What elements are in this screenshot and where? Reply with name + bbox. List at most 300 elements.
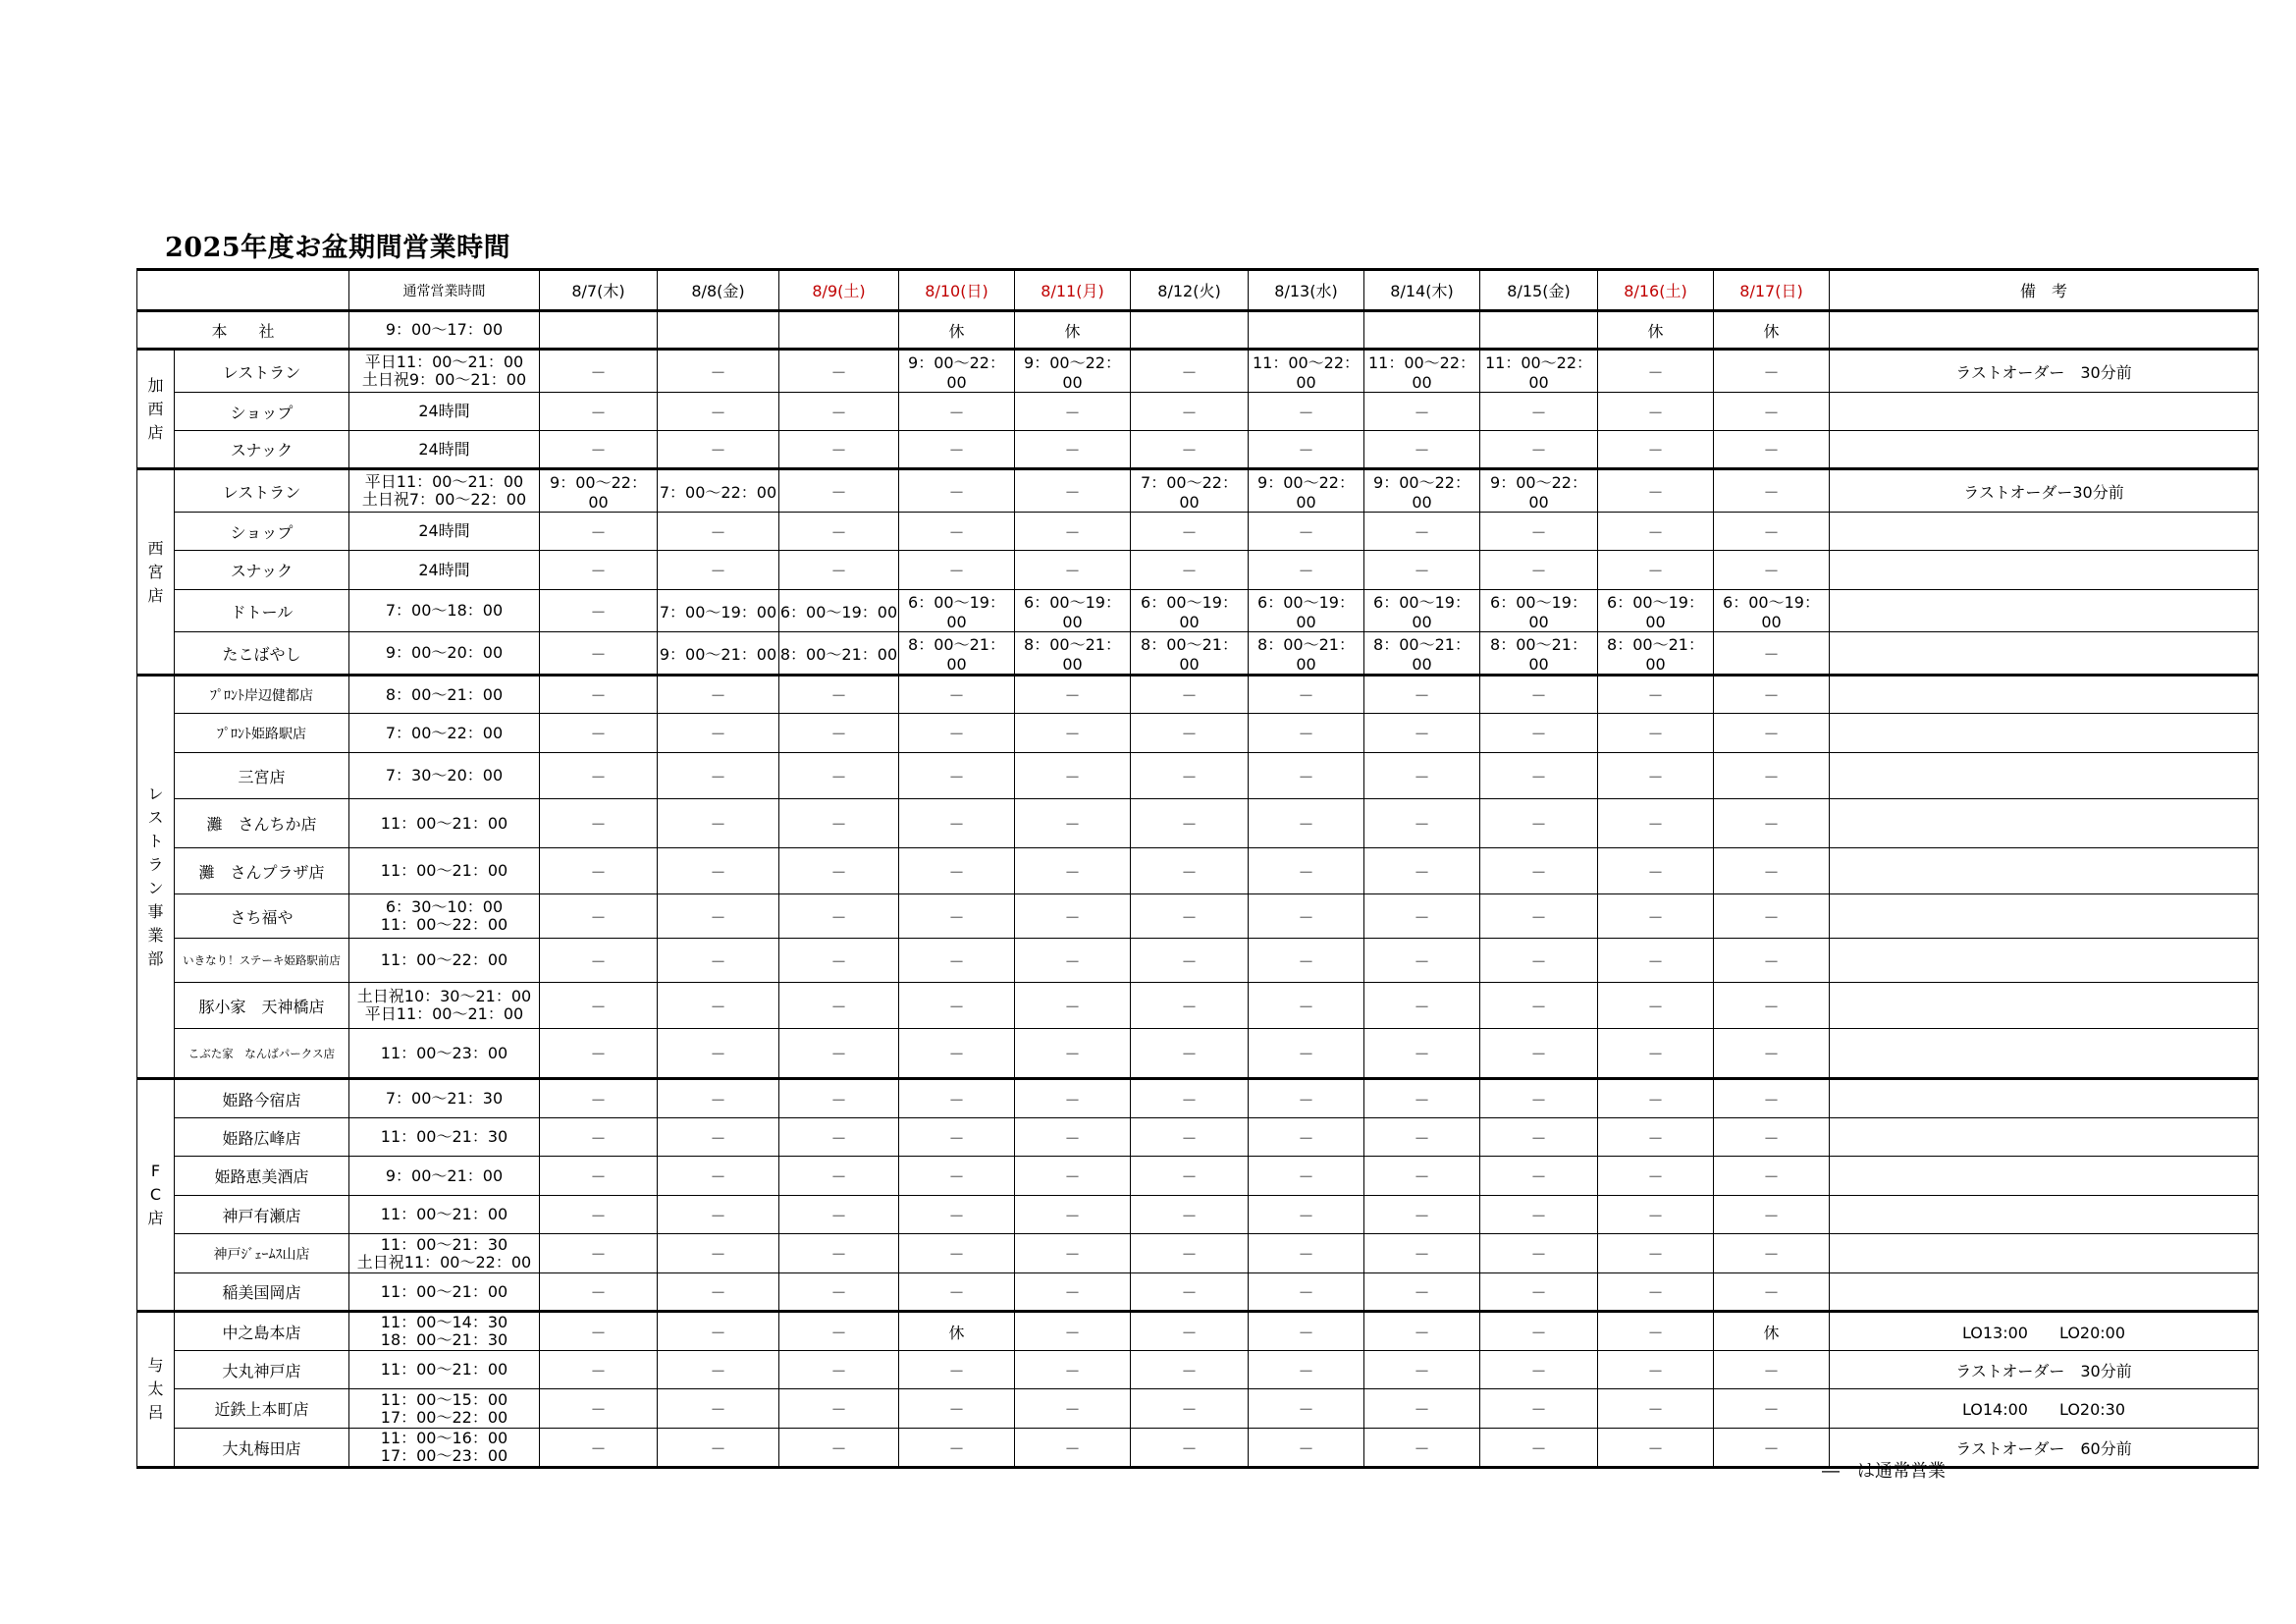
std-hours-line: 24時間 (418, 521, 470, 540)
schedule-cell: － (1480, 753, 1598, 799)
schedule-cell: － (1598, 393, 1714, 431)
schedule-cell: － (1364, 1157, 1480, 1196)
schedule-cell: － (899, 469, 1015, 513)
schedule-cell: － (1015, 676, 1131, 714)
schedule-cell: 8：00～21：00 (1364, 632, 1480, 676)
remark (1830, 632, 2259, 676)
schedule-cell: － (1480, 551, 1598, 590)
schedule-cell: － (1480, 848, 1598, 894)
schedule-cell: － (1364, 1429, 1480, 1468)
table-row (137, 1079, 2259, 1118)
header-date: 8/7(木) (540, 270, 658, 311)
table-row (137, 1029, 2259, 1079)
header-date: 8/8(金) (658, 270, 779, 311)
schedule-cell: － (1480, 1234, 1598, 1273)
schedule-cell: － (658, 1029, 779, 1079)
schedule-cell: － (1131, 939, 1249, 983)
schedule-cell: － (1364, 1273, 1480, 1312)
group-label-text: 加西店 (147, 375, 164, 442)
schedule-cell: － (1714, 1389, 1830, 1429)
group-label (137, 469, 175, 676)
std-hours (349, 676, 540, 714)
std-hours (349, 1273, 540, 1312)
schedule-cell: － (540, 1029, 658, 1079)
std-hours-line: 17：00～22：00 (380, 1407, 508, 1427)
schedule-cell: － (1015, 983, 1131, 1029)
remark (1830, 590, 2259, 632)
schedule-cell: － (1714, 551, 1830, 590)
std-hours (349, 431, 540, 469)
remark: ラストオーダー 30分前 (1830, 350, 2259, 393)
remark (1830, 393, 2259, 431)
schedule-cell: － (1131, 551, 1249, 590)
schedule-cell: － (1015, 469, 1131, 513)
schedule-cell: － (540, 1429, 658, 1468)
schedule-cell: － (1131, 1029, 1249, 1079)
schedule-cell: 8：00～21：00 (779, 632, 899, 676)
schedule-cell: － (779, 799, 899, 848)
schedule-cell: － (540, 1234, 658, 1273)
table-row (137, 311, 2259, 350)
schedule-cell: － (899, 848, 1015, 894)
schedule-cell: － (1598, 848, 1714, 894)
schedule-cell: － (540, 393, 658, 431)
schedule-cell: － (1249, 1273, 1364, 1312)
std-hours-line: 8：00～21：00 (385, 684, 504, 704)
schedule-cell (658, 311, 779, 350)
schedule-cell: － (1364, 1312, 1480, 1351)
remark (1830, 1029, 2259, 1079)
store-name: いきなり！ステーキ姫路駅前店 (175, 939, 349, 983)
store-name: 大丸神戸店 (175, 1351, 349, 1389)
std-hours (349, 848, 540, 894)
std-hours-line: 11：00～21：30 (380, 1127, 508, 1146)
schedule-cell: － (1131, 753, 1249, 799)
std-hours-line: 9：00～21：00 (385, 1165, 504, 1185)
schedule-cell: － (1598, 983, 1714, 1029)
std-hours-line: 7：30～20：00 (385, 766, 504, 785)
schedule-cell: － (1714, 714, 1830, 753)
header-date: 8/10(日) (899, 270, 1015, 311)
schedule-cell: － (1480, 1079, 1598, 1118)
store-name: 姫路恵美酒店 (175, 1157, 349, 1196)
schedule-cell: － (658, 1196, 779, 1234)
schedule-cell: 休 (899, 311, 1015, 350)
table-row (137, 350, 2259, 393)
schedule-cell: － (1015, 551, 1131, 590)
schedule-cell: － (658, 1312, 779, 1351)
store-name: ドトール (175, 590, 349, 632)
schedule-cell: － (1598, 1079, 1714, 1118)
schedule-cell: － (1131, 393, 1249, 431)
remark (1830, 983, 2259, 1029)
schedule-cell: － (1249, 1029, 1364, 1079)
schedule-cell: － (1480, 676, 1598, 714)
schedule-cell: － (779, 939, 899, 983)
remark (1830, 676, 2259, 714)
schedule-cell (779, 311, 899, 350)
schedule-cell: － (1364, 1029, 1480, 1079)
std-hours-line: 11：00～21：00 (380, 813, 508, 833)
schedule-cell: － (779, 1196, 899, 1234)
schedule-cell: － (1714, 350, 1830, 393)
schedule-cell: － (540, 983, 658, 1029)
schedule-cell: 7：00～19：00 (658, 590, 779, 632)
table-row (137, 551, 2259, 590)
schedule-cell: － (899, 1351, 1015, 1389)
schedule-cell: － (779, 469, 899, 513)
std-hours (349, 1234, 540, 1273)
schedule-cell: － (779, 714, 899, 753)
schedule-cell: － (779, 1429, 899, 1468)
schedule-cell: － (899, 1234, 1015, 1273)
store-name: たこばやし (175, 632, 349, 676)
remark: LO13:00 LO20:00 (1830, 1312, 2259, 1351)
std-hours (349, 1389, 540, 1429)
schedule-cell: 8：00～21：00 (1131, 632, 1249, 676)
std-hours (349, 1118, 540, 1157)
store-name: ﾌﾟﾛﾝﾄ姫路駅店 (175, 714, 349, 753)
store-name: 中之島本店 (175, 1312, 349, 1351)
schedule-cell: － (1249, 1429, 1364, 1468)
schedule-cell: － (1480, 1029, 1598, 1079)
std-hours-line: 平日11：00～21：00 (364, 352, 524, 371)
schedule-cell: － (1598, 1273, 1714, 1312)
remark: ラストオーダー 60分前 (1830, 1429, 2259, 1468)
schedule-cell: － (1249, 1351, 1364, 1389)
store-name: 近鉄上本町店 (175, 1389, 349, 1429)
std-hours-line: 土日祝11：00～22：00 (356, 1252, 532, 1272)
schedule-cell: － (1131, 1157, 1249, 1196)
header-blank (137, 270, 349, 311)
schedule-cell: － (779, 393, 899, 431)
schedule-cell: － (899, 1429, 1015, 1468)
schedule-cell: － (899, 1079, 1015, 1118)
schedule-cell: － (1598, 1157, 1714, 1196)
schedule-cell (1249, 311, 1364, 350)
schedule-cell: － (658, 1429, 779, 1468)
schedule-cell: － (540, 799, 658, 848)
remark (1830, 848, 2259, 894)
std-hours-line: 7：00～21：30 (385, 1089, 504, 1108)
remark (1830, 551, 2259, 590)
schedule-cell: － (1364, 799, 1480, 848)
store-name: 姫路広峰店 (175, 1118, 349, 1157)
schedule-cell: － (1249, 983, 1364, 1029)
schedule-cell: － (899, 676, 1015, 714)
schedule-cell: － (779, 1157, 899, 1196)
schedule-cell: － (1714, 1157, 1830, 1196)
schedule-cell: － (658, 1118, 779, 1157)
schedule-cell: 8：00～21：00 (1598, 632, 1714, 676)
schedule-cell: － (1714, 1118, 1830, 1157)
schedule-cell: － (899, 513, 1015, 551)
schedule-cell: － (899, 714, 1015, 753)
table-row (137, 431, 2259, 469)
schedule-cell: － (1249, 1312, 1364, 1351)
schedule-cell: － (540, 431, 658, 469)
table-row (137, 469, 2259, 513)
std-hours-line: 土日祝9：00～21：00 (361, 370, 527, 389)
schedule-cell: 休 (1598, 311, 1714, 350)
schedule-cell: － (1015, 1234, 1131, 1273)
schedule-cell: － (1249, 848, 1364, 894)
schedule-cell: 7：00～22：00 (658, 469, 779, 513)
remark (1830, 714, 2259, 753)
schedule-cell: － (779, 848, 899, 894)
schedule-cell: － (1598, 714, 1714, 753)
schedule-cell: － (1714, 1273, 1830, 1312)
table-row (137, 848, 2259, 894)
schedule-cell: － (1015, 1389, 1131, 1429)
schedule-cell: 9：00～21：00 (658, 632, 779, 676)
store-name: スナック (175, 551, 349, 590)
remark (1830, 1157, 2259, 1196)
schedule-cell: － (1480, 714, 1598, 753)
header-date: 8/17(日) (1714, 270, 1830, 311)
group-label (137, 350, 175, 469)
std-hours: 9：00～17：00 (349, 311, 540, 350)
schedule-cell: － (540, 350, 658, 393)
schedule-cell: － (899, 1157, 1015, 1196)
schedule-cell: － (1364, 1234, 1480, 1273)
table-row (137, 513, 2259, 551)
schedule-cell: － (1714, 799, 1830, 848)
schedule-cell: － (540, 513, 658, 551)
schedule-cell: － (899, 431, 1015, 469)
schedule-cell: － (779, 753, 899, 799)
schedule-cell: － (1598, 551, 1714, 590)
schedule-cell: － (1131, 1429, 1249, 1468)
schedule-cell: 8：00～21：00 (1249, 632, 1364, 676)
schedule-cell: － (1015, 513, 1131, 551)
header-date: 8/9(土) (779, 270, 899, 311)
remark (1830, 1234, 2259, 1273)
std-hours-line: 11：00～21：00 (380, 1360, 508, 1379)
schedule-cell: － (540, 848, 658, 894)
table-row (137, 939, 2259, 983)
remark (1830, 799, 2259, 848)
schedule-cell: － (779, 350, 899, 393)
schedule-cell: － (658, 753, 779, 799)
schedule-cell: － (899, 939, 1015, 983)
remark (1830, 1118, 2259, 1157)
remark (1830, 1273, 2259, 1312)
schedule-cell: － (1480, 1118, 1598, 1157)
std-hours-line: 7：00～22：00 (385, 723, 504, 742)
schedule-cell: － (1598, 939, 1714, 983)
remark: LO14:00 LO20:30 (1830, 1389, 2259, 1429)
schedule-cell: － (540, 1079, 658, 1118)
table-row (137, 1234, 2259, 1273)
store-name: 神戸ｼﾞｪｰﾑｽ山店 (175, 1234, 349, 1273)
group-label-text: 西宮店 (147, 538, 164, 605)
schedule-cell: － (1131, 799, 1249, 848)
remark (1830, 1079, 2259, 1118)
schedule-cell: － (1714, 983, 1830, 1029)
schedule-cell: － (1480, 1351, 1598, 1389)
schedule-cell: － (1714, 1196, 1830, 1234)
std-hours-line: 11：00～21：00 (380, 1281, 508, 1301)
schedule-cell: － (1249, 894, 1364, 939)
schedule-cell: － (1714, 1029, 1830, 1079)
schedule-cell: － (1364, 714, 1480, 753)
schedule-cell: － (899, 1029, 1015, 1079)
schedule-cell: － (1131, 431, 1249, 469)
std-hours (349, 1429, 540, 1468)
table-row (137, 714, 2259, 753)
schedule-cell: － (540, 1312, 658, 1351)
schedule-cell: － (1131, 848, 1249, 894)
store-name: スナック (175, 431, 349, 469)
schedule-cell: － (779, 431, 899, 469)
schedule-cell: － (658, 393, 779, 431)
schedule-cell: 9：00～22：00 (1364, 469, 1480, 513)
table-row (137, 799, 2259, 848)
schedule-cell: － (658, 799, 779, 848)
remark (1830, 311, 2259, 350)
store-name: 神戸有瀬店 (175, 1196, 349, 1234)
schedule-cell: － (1249, 714, 1364, 753)
schedule-cell: － (1364, 1351, 1480, 1389)
std-hours (349, 1351, 540, 1389)
schedule-cell: － (1714, 513, 1830, 551)
table-row (137, 676, 2259, 714)
header-date: 8/11(月) (1015, 270, 1131, 311)
std-hours-line: 18：00～21：30 (380, 1330, 508, 1349)
table-row (137, 632, 2259, 676)
schedule-cell: － (1249, 551, 1364, 590)
schedule-cell (1480, 311, 1598, 350)
schedule-cell: － (540, 714, 658, 753)
schedule-cell: － (1249, 753, 1364, 799)
schedule-cell: － (658, 714, 779, 753)
page-title: 2025年度お盆期間営業時間 (165, 233, 511, 263)
schedule-cell: － (1480, 983, 1598, 1029)
store-name: 本 社 (137, 311, 349, 350)
schedule-cell: 6：00～19：00 (1131, 590, 1249, 632)
std-hours (349, 1196, 540, 1234)
schedule-cell: － (1480, 939, 1598, 983)
schedule-cell: 6：00～19：00 (1714, 590, 1830, 632)
schedule-cell: 9：00～22：00 (899, 350, 1015, 393)
schedule-cell: － (1131, 1118, 1249, 1157)
header-date: 8/16(土) (1598, 270, 1714, 311)
table-row (137, 983, 2259, 1029)
schedule-cell: － (1015, 431, 1131, 469)
schedule-cell: － (1714, 1079, 1830, 1118)
schedule-cell: － (1249, 676, 1364, 714)
schedule-cell: 11：00～22：00 (1480, 350, 1598, 393)
schedule-cell: － (540, 753, 658, 799)
schedule-cell: － (1015, 753, 1131, 799)
store-name: 稲美国岡店 (175, 1273, 349, 1312)
schedule-cell: － (1598, 753, 1714, 799)
std-hours (349, 513, 540, 551)
schedule-cell: － (1249, 1196, 1364, 1234)
std-hours-line: 6：30～10：00 (385, 897, 504, 916)
schedule-cell: － (1598, 1196, 1714, 1234)
std-hours (349, 1079, 540, 1118)
remark (1830, 431, 2259, 469)
schedule-cell: － (1598, 431, 1714, 469)
schedule-cell: － (658, 983, 779, 1029)
schedule-cell: － (779, 894, 899, 939)
schedule-cell: － (658, 1389, 779, 1429)
schedule-cell: － (1598, 799, 1714, 848)
schedule-cell: － (1598, 1312, 1714, 1351)
schedule-cell: － (1015, 1196, 1131, 1234)
schedule-cell: － (1480, 1273, 1598, 1312)
group-label (137, 1312, 175, 1468)
schedule-cell: － (779, 1118, 899, 1157)
table-row (137, 1196, 2259, 1234)
schedule-cell: － (1598, 1029, 1714, 1079)
schedule-cell: － (1131, 676, 1249, 714)
schedule-cell: － (1131, 1389, 1249, 1429)
std-hours (349, 714, 540, 753)
remark (1830, 513, 2259, 551)
schedule-cell: － (1598, 1351, 1714, 1389)
schedule-cell: － (1249, 393, 1364, 431)
schedule-cell: － (1131, 1312, 1249, 1351)
std-hours-line: 11：00～14：30 (380, 1313, 508, 1331)
std-hours-line: 11：00～21：00 (380, 861, 508, 880)
std-hours-line: 11：00～21：30 (380, 1234, 508, 1254)
schedule-cell: － (540, 632, 658, 676)
store-name: 豚小家 天神橋店 (175, 983, 349, 1029)
schedule-cell: － (1249, 1389, 1364, 1429)
schedule-cell: － (1015, 1312, 1131, 1351)
schedule-cell: － (1015, 848, 1131, 894)
schedule-cell: － (1364, 983, 1480, 1029)
schedule-cell: － (899, 551, 1015, 590)
schedule-cell: 9：00～22：00 (1015, 350, 1131, 393)
schedule-cell: － (1364, 1389, 1480, 1429)
table-row (137, 1351, 2259, 1389)
schedule-cell: － (658, 431, 779, 469)
schedule-cell: － (779, 1234, 899, 1273)
header-date: 8/13(水) (1249, 270, 1364, 311)
schedule-cell: － (1249, 1157, 1364, 1196)
schedule-cell: － (1714, 1234, 1830, 1273)
std-hours-line: 平日11：00～21：00 (364, 1004, 524, 1023)
schedule-cell: － (1249, 1118, 1364, 1157)
schedule-cell: － (540, 1157, 658, 1196)
schedule-cell: － (1598, 513, 1714, 551)
std-hours (349, 983, 540, 1029)
schedule-cell: － (779, 1273, 899, 1312)
schedule-cell: － (658, 1351, 779, 1389)
schedule-cell: 8：00～21：00 (1480, 632, 1598, 676)
schedule-cell: － (658, 676, 779, 714)
schedule-cell: － (1714, 632, 1830, 676)
schedule-cell: － (1249, 513, 1364, 551)
schedule-cell: － (1480, 431, 1598, 469)
schedule-cell: － (1598, 894, 1714, 939)
table-row (137, 1157, 2259, 1196)
schedule-cell: － (899, 1118, 1015, 1157)
schedule-cell: － (540, 939, 658, 983)
schedule-cell: － (1015, 799, 1131, 848)
schedule-cell: － (1364, 513, 1480, 551)
schedule-cell: － (1249, 799, 1364, 848)
schedule-cell: － (1480, 1196, 1598, 1234)
std-hours-line: 11：00～22：00 (380, 915, 508, 934)
std-hours (349, 350, 540, 393)
schedule-cell: － (1364, 431, 1480, 469)
schedule-cell: － (1480, 1429, 1598, 1468)
